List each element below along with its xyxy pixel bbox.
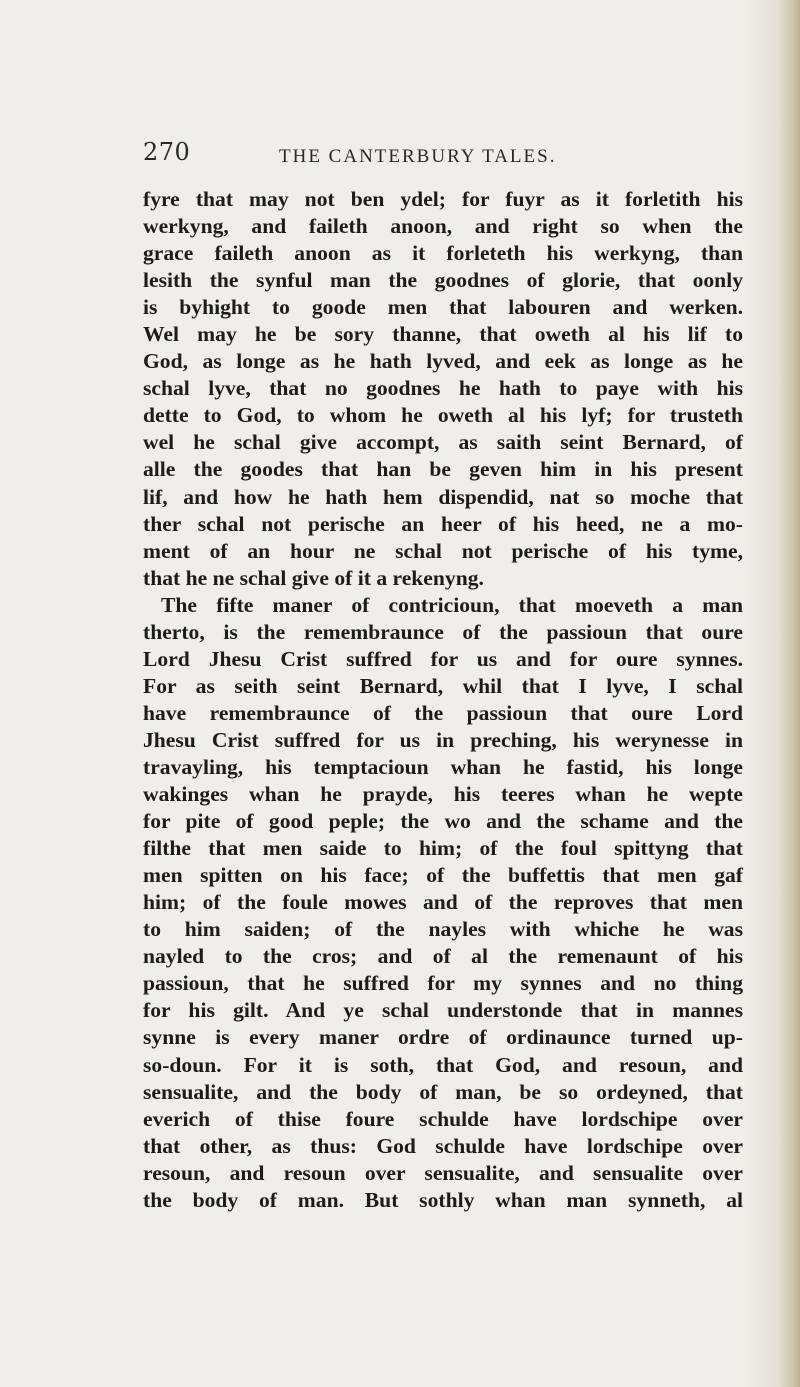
page-header	[143, 138, 663, 178]
text-line: the body of man. But sothly whan man synneth, al	[143, 1187, 743, 1212]
text-line: that he ne schal give of it a rekenyng.	[143, 565, 484, 590]
text-line: dette to God, to whom he oweth al his lyf; for trusteth	[143, 403, 743, 428]
text-line: wakinges whan he prayde, his teeres whan he wepte	[143, 782, 743, 807]
text-line: lif, and how he hath hem dispendid, nat so moche that	[143, 484, 743, 509]
text-line: Jhesu Crist suffred for us in preching, his werynesse in	[143, 727, 743, 752]
text-line: grace faileth anoon as it forleteth his werkyng, than	[143, 241, 743, 266]
text-line: lesith the synful man the goodnes of glorie, that oonly	[143, 268, 743, 293]
text-line: Lord Jhesu Crist suffred for us and for oure synnes.	[143, 646, 743, 671]
text-line: ment of an hour ne schal not perische of his tyme,	[143, 538, 743, 563]
text-line: therto, is the remembraunce of the passioun that oure	[143, 619, 743, 644]
text-line: resoun, and resoun over sensualite, and sensualite over	[143, 1160, 743, 1185]
text-line: is byhight to goode men that labouren and werken.	[143, 295, 743, 320]
text-line: for his gilt. And ye schal understonde that in mannes	[143, 998, 743, 1023]
text-line: wel he schal give accompt, as saith seint Bernard, of	[143, 430, 743, 455]
text-line: that other, as thus: God schulde have lordschipe over	[143, 1133, 743, 1158]
running-head: THE CANTERBURY TALES.	[279, 146, 557, 167]
text-line: everich of thise foure schulde have lordschipe over	[143, 1106, 743, 1131]
text-line: for pite of good peple; the wo and the schame and the	[143, 809, 743, 834]
text-line: Wel may he be sory thanne, that oweth al his lif to	[143, 322, 743, 347]
body-text	[143, 186, 743, 1214]
text-line: travayling, his temptacioun whan he fastid, his longe	[143, 754, 743, 779]
text-line: fyre that may not ben ydel; for fuyr as it forletith his	[143, 187, 743, 211]
text-line: passioun, that he suffred for my synnes and no thing	[143, 971, 743, 996]
text-line: synne is every maner ordre of ordinaunce turned up-	[143, 1025, 743, 1050]
text-line: have remembraunce of the passioun that oure Lord	[143, 700, 743, 725]
text-line: For as seith seint Bernard, whil that I lyve, I schal	[143, 673, 743, 698]
text-line: sensualite, and the body of man, be so ordeyned, that	[143, 1079, 743, 1104]
page-number: 270	[143, 138, 191, 166]
text-line: schal lyve, that no goodnes he hath to paye with his	[143, 376, 743, 401]
text-line: to him saiden; of the nayles with whiche he was	[143, 917, 743, 942]
text-line: werkyng, and faileth anoon, and right so when the	[143, 214, 743, 239]
text-line: ther schal not perische an heer of his heed, ne a mo-	[143, 511, 743, 536]
text-line: nayled to the cros; and of al the remenaunt of his	[143, 944, 743, 969]
text-line: God, as longe as he hath lyved, and eek as longe as he	[143, 349, 743, 374]
text-line: The fifte maner of contricioun, that moeveth a man	[161, 592, 743, 617]
text-line: filthe that men saide to him; of the foul spittyng that	[143, 836, 743, 861]
text-line: men spitten on his face; of the buffettis that men gaf	[143, 863, 743, 888]
text-line: alle the goodes that han be geven him in his present	[143, 457, 743, 482]
page-edge-shadow	[778, 0, 800, 1387]
text-line: him; of the foule mowes and of the reproves that men	[143, 890, 743, 915]
text-line: so-doun. For it is soth, that God, and resoun, and	[143, 1052, 743, 1077]
